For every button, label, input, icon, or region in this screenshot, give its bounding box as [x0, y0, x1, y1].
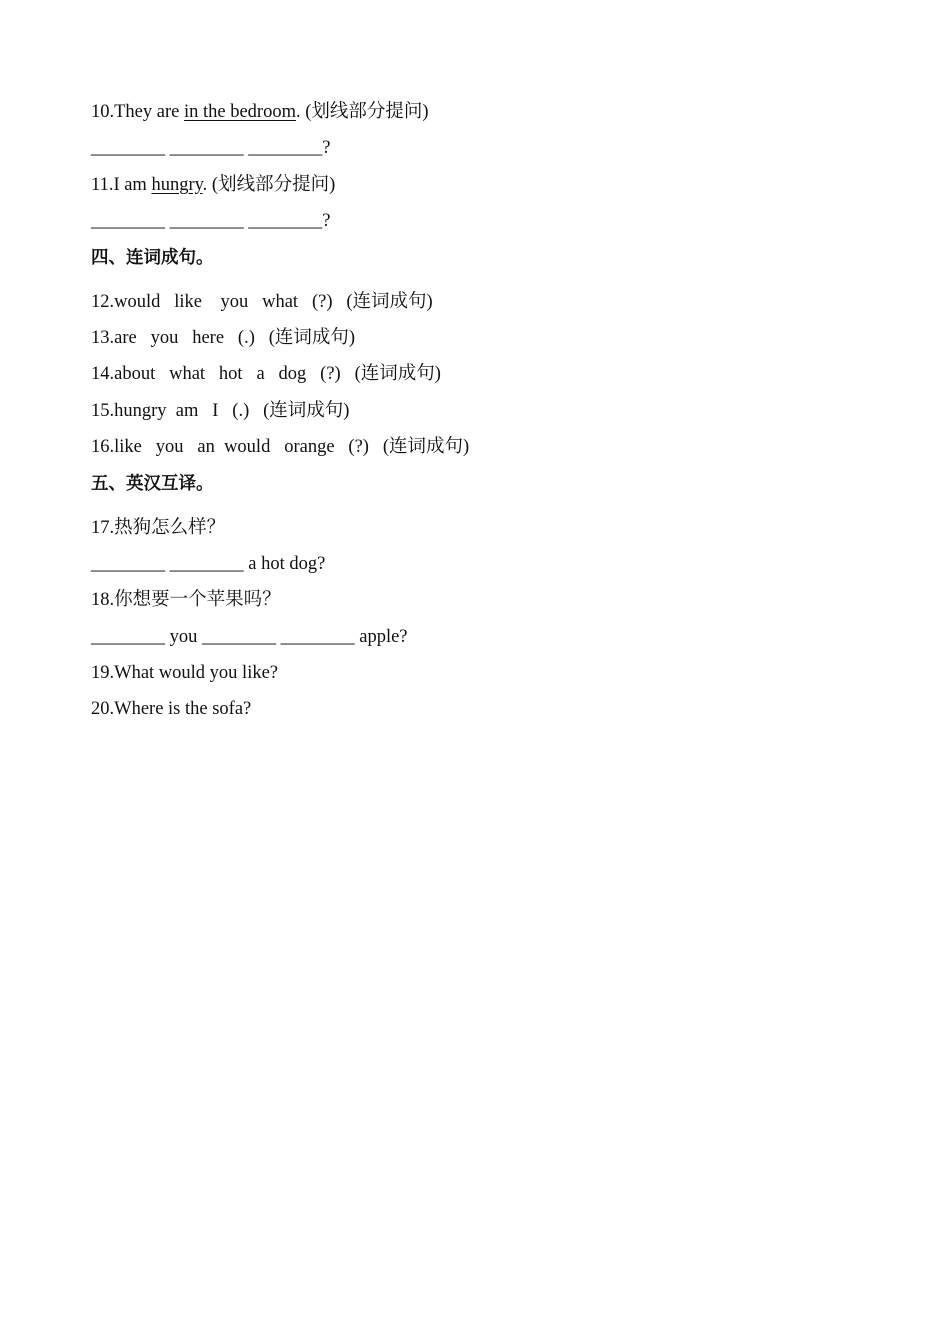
question-18-answer-blanks: ________ you ________ ________ apple? — [91, 626, 408, 647]
question-11-answer-blanks: ________ ________ ________? — [91, 211, 331, 232]
question-10-answer-blanks: ________ ________ ________? — [91, 138, 331, 159]
question-10-underlined: in the bedroom — [183, 102, 296, 122]
question-11 — [91, 171, 891, 207]
question-11-suffix: . (划线部分提问) — [202, 174, 336, 195]
question-17: 17.热狗怎么样？ — [91, 517, 226, 538]
question-20: 20.Where is the sofa? — [91, 699, 252, 720]
question-12: 12.would like you what (?) (连词成句) — [91, 291, 433, 312]
question-10-suffix: . (划线部分提问) — [296, 102, 429, 122]
worksheet-page — [91, 98, 891, 732]
question-15: 15.hungry am I (.) (连词成句) — [91, 400, 350, 421]
question-17-answer-blanks: ________ ________ a hot dog? — [91, 553, 326, 574]
question-11-underlined: hungry — [151, 174, 203, 195]
section-4-title: 四、连词成句。 — [91, 247, 214, 268]
question-10-prefix: 10.They are — [91, 102, 184, 122]
section-5-title: 五、英汉互译。 — [91, 473, 214, 494]
question-19: 19.What would you like? — [91, 663, 279, 684]
question-10 — [91, 98, 891, 134]
question-11-prefix: 11.I am — [91, 174, 152, 195]
question-18: 18.你想要一个苹果吗？ — [91, 590, 281, 611]
question-16: 16.like you an would orange (?) (连词成句) — [91, 437, 470, 458]
question-14: 14.about what hot a dog (?) (连词成句) — [91, 364, 441, 385]
question-13: 13.are you here (.) (连词成句) — [91, 327, 356, 348]
